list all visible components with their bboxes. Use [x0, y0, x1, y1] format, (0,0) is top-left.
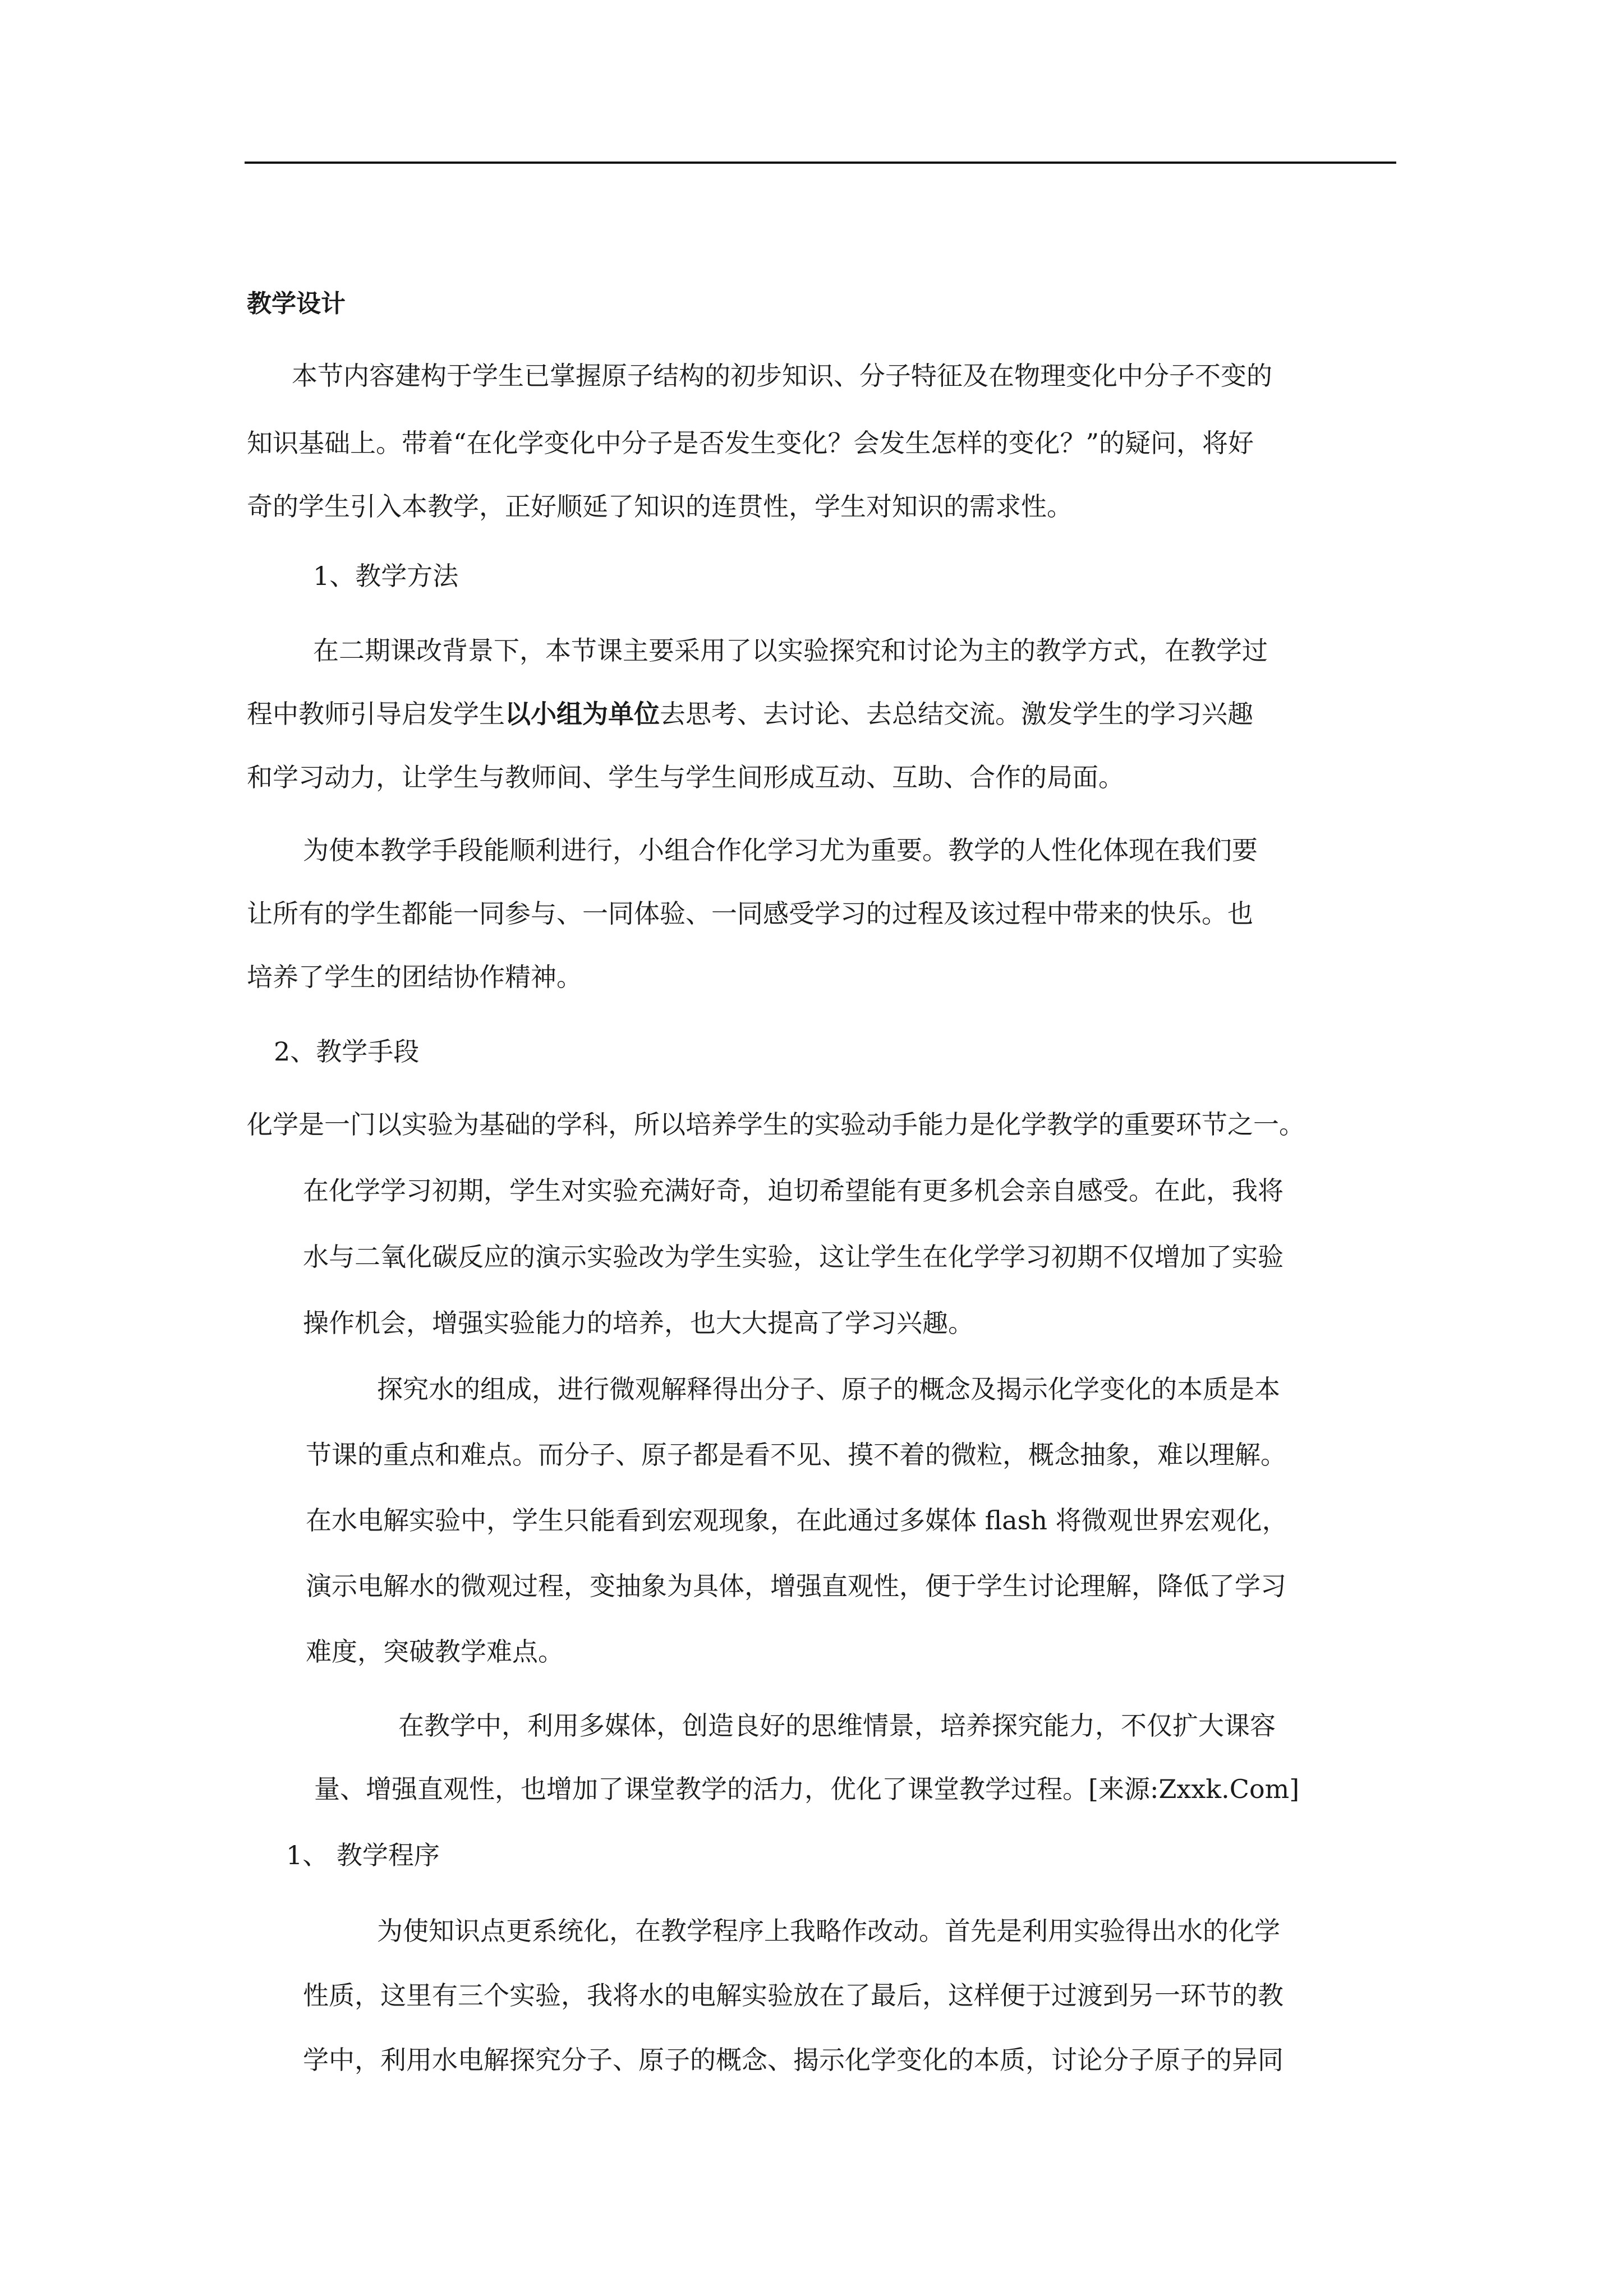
section-3-heading: 1、 教学程序 — [286, 1840, 440, 1870]
section-2-heading: 2、教学手段 — [274, 1036, 420, 1067]
intro-line-2: 知识基础上。带着“在化学变化中分子是否发生变化？会发生怎样的变化？”的疑问，将好 — [247, 428, 1254, 458]
section-2-p1-line-1: 化学是一门以实验为基础的学科，所以培养学生的实验动手能力是化学教学的重要环节之一。 — [247, 1109, 1305, 1140]
section-1-p2-line-3: 培养了学生的团结协作精神。 — [247, 962, 582, 992]
section-2-p2-line-4: 演示电解水的微观过程，变抽象为具体，增强直观性，便于学生讨论理解，降低了学习 — [306, 1571, 1286, 1601]
section-2-p3-line-2: 量、增强直观性，也增加了课堂教学的活力，优化了课堂教学过程。[来源:Zxxk.Com] — [314, 1774, 1300, 1804]
header-rule — [245, 162, 1396, 164]
section-3-p1-line-2: 性质，这里有三个实验，我将水的电解实验放在了最后，这样便于过渡到另一环节的教 — [303, 1980, 1283, 2011]
section-2-p2-line-2: 节课的重点和难点。而分子、原子都是看不见、摸不着的微粒，概念抽象，难以理解。 — [306, 1440, 1286, 1470]
intro-line-3: 奇的学生引入本教学，正好顺延了知识的连贯性，学生对知识的需求性。 — [247, 491, 1073, 522]
section-3-p1-line-1: 为使知识点更系统化，在教学程序上我略作改动。首先是利用实验得出水的化学 — [377, 1916, 1280, 1946]
section-1-p1-line-2 — [247, 697, 1253, 731]
intro-line-1: 本节内容建构于学生已掌握原子结构的初步知识、分子特征及在物理变化中分子不变的 — [292, 361, 1272, 391]
section-2-p3-line-1: 在教学中，利用多媒体，创造良好的思维情景，培养探究能力，不仅扩大课容 — [398, 1711, 1276, 1741]
section-1-p1-emphasis: 以小组为单位 — [505, 699, 660, 729]
section-1-p1-line-2-start: 程中教师引导启发学生 — [247, 699, 505, 729]
section-1-p1-line-1: 在二期课改背景下，本节课主要采用了以实验探究和讨论为主的教学方式，在教学过 — [313, 635, 1268, 666]
section-3-p1-line-3: 学中，利用水电解探究分子、原子的概念、揭示化学变化的本质，讨论分子原子的异同 — [303, 2045, 1283, 2075]
section-1-heading: 1、教学方法 — [313, 561, 459, 591]
document-title: 教学设计 — [247, 289, 346, 318]
section-1-p1-line-3: 和学习动力，让学生与教师间、学生与学生间形成互动、互助、合作的局面。 — [247, 762, 1124, 792]
section-1-p2-line-2: 让所有的学生都能一同参与、一同体验、一同感受学习的过程及该过程中带来的快乐。也 — [247, 898, 1253, 929]
section-2-p2-line-5: 难度，突破教学难点。 — [306, 1636, 564, 1667]
section-1-p1-line-2-end: 去思考、去讨论、去总结交流。激发学生的学习兴趣 — [660, 699, 1253, 729]
section-2-p2-line-3: 在水电解实验中，学生只能看到宏观现象，在此通过多媒体 flash 将微观世界宏观化， — [306, 1505, 1288, 1536]
section-2-p1-line-2: 在化学学习初期，学生对实验充满好奇，迫切希望能有更多机会亲自感受。在此，我将 — [303, 1175, 1283, 1206]
section-2-p1-line-4: 操作机会，增强实验能力的培养，也大大提高了学习兴趣。 — [303, 1308, 974, 1338]
section-2-p1-line-3: 水与二氧化碳反应的演示实验改为学生实验，这让学生在化学学习初期不仅增加了实验 — [303, 1242, 1283, 1272]
section-1-p2-line-1: 为使本教学手段能顺利进行，小组合作化学习尤为重要。教学的人性化体现在我们要 — [303, 835, 1258, 865]
section-2-p2-line-1: 探究水的组成，进行微观解释得出分子、原子的概念及揭示化学变化的本质是本 — [377, 1374, 1280, 1404]
